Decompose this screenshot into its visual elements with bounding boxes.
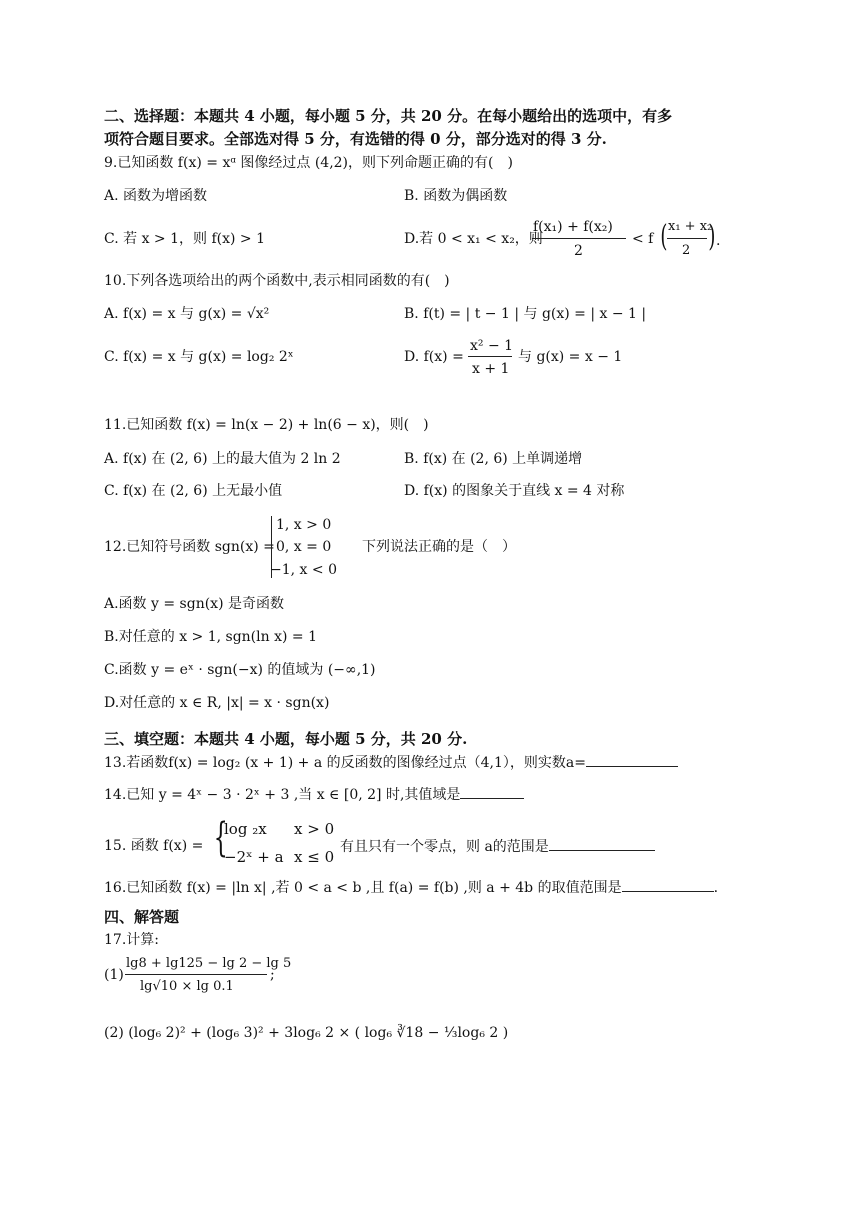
q9-option-c: C. 若 x > 1，则 f(x) > 1	[104, 231, 265, 247]
q14-answer-blank	[460, 784, 524, 799]
q15-case1-cond: x > 0	[294, 820, 335, 838]
q13-text: 13.若函数f(x) = log₂ (x + 1) + a 的反函数的图像经过点（4,1），则实数a=	[104, 755, 586, 771]
q12-option-d: D.对任意的 x ∈ R, |x| = x · sgn(x)	[104, 695, 330, 711]
q9-d-left-paren: (	[660, 219, 668, 254]
q12-option-c: C.函数 y = eˣ · sgn(−x) 的值域为 (−∞,1)	[104, 662, 376, 678]
section3-title: 三、填空题：本题共 4 小题，每小题 5 分，共 20 分.	[104, 730, 468, 748]
q17-p1-fraction-bar	[125, 974, 267, 975]
q15-brace: {	[213, 815, 228, 861]
q16-row	[104, 877, 718, 897]
q12-case1: 1, x > 0	[276, 517, 332, 533]
q11-option-d: D. f(x) 的图象关于直线 x = 4 对称	[404, 483, 625, 499]
q9-d-prefix: D.若 0 < x₁ < x₂，则	[404, 231, 543, 247]
q15-prefix: 15. 函数 f(x) =	[104, 838, 204, 854]
q9-option-b: B. 函数为偶函数	[404, 188, 508, 204]
q15-suffix-row	[340, 836, 655, 856]
q11-option-a: A. f(x) 在 (2, 6) 上的最大值为 2 ln 2	[104, 451, 341, 467]
q14-text: 14.已知 y = 4ˣ − 3 · 2ˣ + 3 ,当 x ∈ [0, 2] 时,其值域是	[104, 787, 461, 803]
q17-stem: 17.计算:	[104, 932, 159, 948]
q10-option-c: C. f(x) = x 与 g(x) = log₂ 2ˣ	[104, 349, 294, 365]
q9-d-inner-numerator: x₁ + x₂	[668, 219, 713, 234]
q16-text: 16.已知函数 f(x) = |ln x| ,若 0 < a < b ,且 f(a) = f(b) ,则 a + 4b 的取值范围是	[104, 880, 622, 896]
q10-d-prefix: D. f(x) =	[404, 349, 464, 365]
q13-answer-blank	[586, 752, 678, 767]
q9-stem: 9.已知函数 f(x) = xᵅ 图像经过点 (4,2)，则下列命题正确的有( )	[104, 155, 513, 171]
q9-d-denominator: 2	[574, 243, 583, 259]
q15-suffix: 有且只有一个零点，则 a的范围是	[340, 839, 549, 855]
q9-d-right-paren: )	[708, 219, 716, 254]
q10-stem: 10.下列各选项给出的两个函数中,表示相同函数的有( )	[104, 273, 450, 289]
q10-d-denominator: x + 1	[472, 361, 510, 377]
q16-end: .	[713, 880, 719, 896]
q17-p1-denominator: lg√10 × lg 0.1	[140, 979, 234, 994]
q15-answer-blank	[549, 836, 655, 851]
q10-option-b: B. f(t) = | t − 1 | 与 g(x) = | x − 1 |	[404, 306, 647, 322]
q9-d-inner-bar	[667, 238, 707, 239]
q9-d-end: .	[716, 233, 721, 249]
q15-case2-cond: x ≤ 0	[294, 848, 335, 866]
q12-stem-suffix: 下列说法正确的是（ ）	[362, 539, 516, 555]
q17-p1-end: ;	[270, 967, 275, 983]
q9-d-inner-denominator: 2	[682, 243, 691, 258]
section2-title-line1: 二、选择题：本题共 4 小题，每小题 5 分，共 20 分。在每小题给出的选项中，有多	[104, 107, 673, 125]
q12-option-b: B.对任意的 x > 1, sgn(ln x) = 1	[104, 629, 317, 645]
q12-stem-prefix: 12.已知符号函数 sgn(x) =	[104, 539, 275, 555]
q13-row	[104, 752, 678, 772]
q9-option-a: A. 函数为增函数	[104, 188, 208, 204]
q11-option-b: B. f(x) 在 (2, 6) 上单调递增	[404, 451, 583, 467]
q11-option-c: C. f(x) 在 (2, 6) 上无最小值	[104, 483, 283, 499]
q16-answer-blank	[622, 877, 714, 892]
q9-d-fraction-bar	[532, 238, 626, 239]
q17-part2: (2) (log₆ 2)² + (log₆ 3)² + 3log₆ 2 × ( log₆ ∛18 − ⅓log₆ 2 )	[104, 1025, 509, 1041]
q14-row	[104, 784, 524, 804]
q9-d-mid: < f	[632, 231, 654, 247]
q15-case1-expr: log ₂x	[224, 820, 267, 838]
q10-d-numerator: x² − 1	[470, 338, 514, 354]
q17-p1-label: (1)	[104, 967, 124, 983]
q10-d-fraction-bar	[468, 356, 512, 357]
q17-p1-numerator: lg8 + lg125 − lg 2 − lg 5	[126, 956, 292, 971]
section2-title-line2: 项符合题目要求。全部选对得 5 分，有选错的得 0 分，部分选对的得 3 分.	[104, 130, 607, 148]
q12-option-a: A.函数 y = sgn(x) 是奇函数	[104, 596, 284, 612]
q9-d-numerator: f(x₁) + f(x₂)	[533, 219, 613, 235]
q15-case2-expr: −2ˣ + a	[224, 848, 284, 866]
section4-title: 四、解答题	[104, 908, 180, 926]
q10-option-a: A. f(x) = x 与 g(x) = √x²	[104, 306, 270, 322]
q12-case2: 0, x = 0	[276, 539, 332, 555]
q10-d-suffix: 与 g(x) = x − 1	[518, 349, 623, 365]
q12-case3: −1, x < 0	[270, 562, 337, 578]
q11-stem: 11.已知函数 f(x) = ln(x − 2) + ln(6 − x)，则( )	[104, 417, 429, 433]
